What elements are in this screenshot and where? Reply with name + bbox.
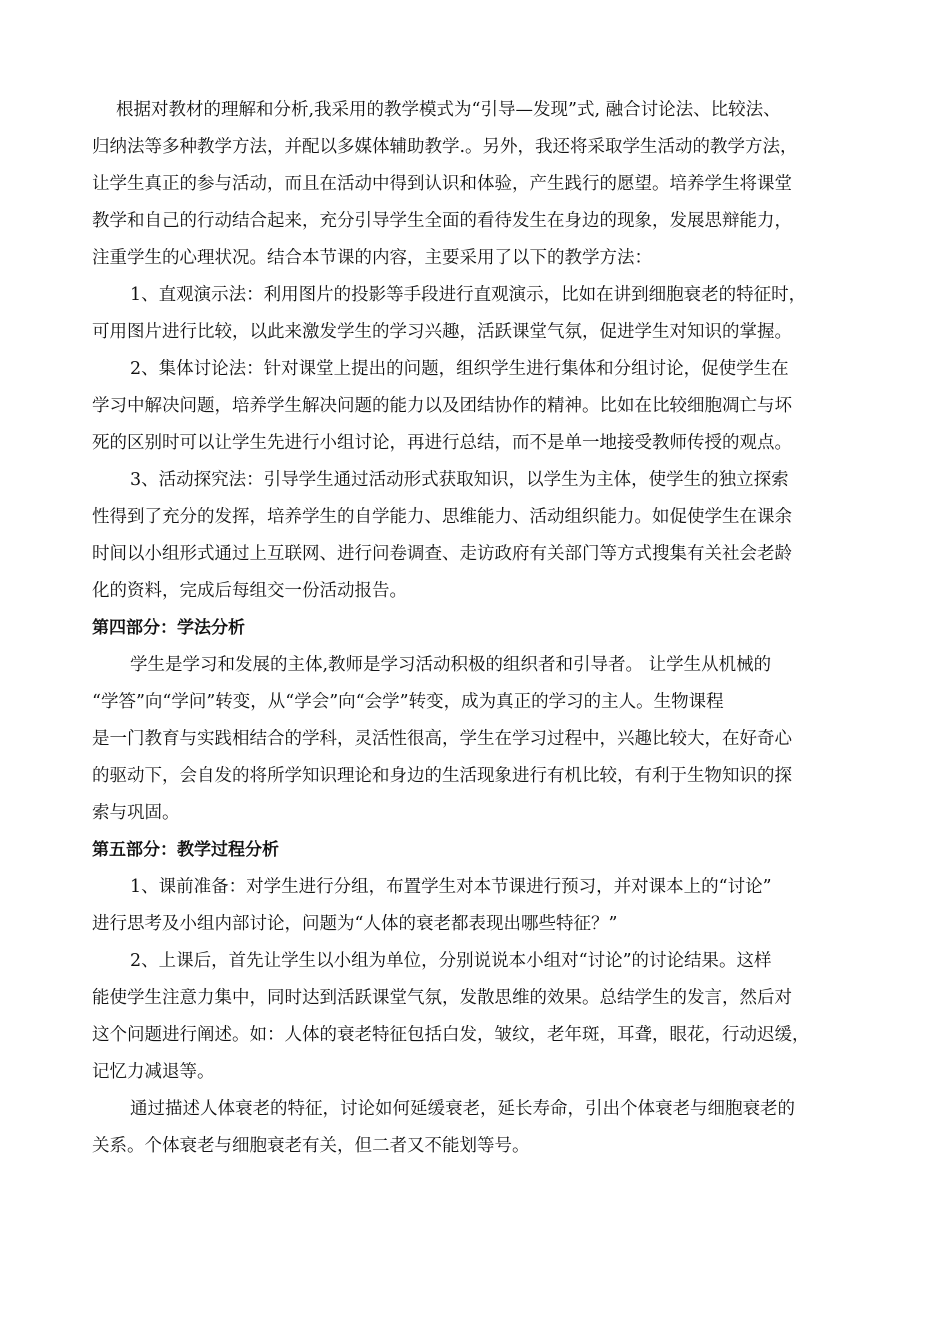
paragraph-line: 可用图片进行比较，以此来激发学生的学习兴趣，活跃课堂气氛，促进学生对知识的掌握。 [92,322,792,342]
paragraph-line: 是一门教育与实践相结合的学科，灵活性很高，学生在学习过程中，兴趣比较大，在好奇心 [92,729,792,749]
paragraph-line: 时间以小组形式通过上互联网、进行问卷调查、走访政府有关部门等方式搜集有关社会老龄 [92,544,792,564]
paragraph-line: 记忆力减退等。 [92,1062,215,1082]
paragraph-line: 归纳法等多种教学方法，并配以多媒体辅助教学.。另外，我还将采取学生活动的教学方法， [92,137,798,157]
paragraph-line: 3、活动探究法：引导学生通过活动形式获取知识，以学生为主体，使学生的独立探索 [130,470,789,490]
paragraph-line: 死的区别时可以让学生先进行小组讨论，再进行总结，而不是单一地接受教师传授的观点。 [92,433,792,453]
paragraph-line: 能使学生注意力集中，同时达到活跃课堂气氛，发散思维的效果。总结学生的发言，然后对 [92,988,792,1008]
paragraph-line: 的驱动下，会自发的将所学知识理论和身边的生活现象进行有机比较，有利于生物知识的探 [92,766,792,786]
paragraph-line: “学答”向“学问”转变，从“学会”向“会学”转变，成为真正的学习的主人。生物课程 [92,692,724,712]
paragraph-line: 学生是学习和发展的主体,教师是学习活动积极的组织者和引导者。 让学生从机械的 [130,655,772,675]
paragraph-line: 让学生真正的参与活动，而且在活动中得到认识和体验，产生践行的愿望。培养学生将课堂 [92,174,792,194]
section-heading: 第五部分：教学过程分析 [92,840,279,860]
paragraph-line: 这个问题进行阐述。如：人体的衰老特征包括白发，皱纹，老年斑，耳聋，眼花，行动迟缓， [92,1025,810,1045]
paragraph-line: 学习中解决问题，培养学生解决问题的能力以及团结协作的精神。比如在比较细胞凋亡与坏 [92,396,792,416]
paragraph-line: 关系。个体衰老与细胞衰老有关，但二者又不能划等号。 [92,1136,530,1156]
paragraph-line: 1、课前准备：对学生进行分组，布置学生对本节课进行预习，并对课本上的“讨论” [130,877,772,897]
paragraph-line: 性得到了充分的发挥，培养学生的自学能力、思维能力、活动组织能力。如促使学生在课余 [92,507,792,527]
paragraph-line: 1、直观演示法：利用图片的投影等手段进行直观演示，比如在讲到细胞衰老的特征时， [130,285,807,305]
paragraph-line: 进行思考及小组内部讨论，问题为“人体的衰老都表现出哪些特征？” [92,914,618,934]
paragraph-line: 教学和自己的行动结合起来，充分引导学生全面的看待发生在身边的现象，发展思辩能力， [92,211,792,231]
paragraph-line: 索与巩固。 [92,803,180,823]
document-body [92,92,864,1165]
paragraph-line: 注重学生的心理状况。结合本节课的内容，主要采用了以下的教学方法： [92,248,652,268]
section-heading: 第四部分：学法分析 [92,618,245,638]
paragraph-line: 2、上课后，首先让学生以小组为单位，分别说说本小组对“讨论”的讨论结果。这样 [130,951,772,971]
paragraph-line: 根据对教材的理解和分析,我采用的教学模式为“引导—发现”式, 融合讨论法、比较法、 [116,100,781,120]
paragraph-line: 通过描述人体衰老的特征，讨论如何延缓衰老，延长寿命，引出个体衰老与细胞衰老的 [130,1099,795,1119]
paragraph-line: 化的资料，完成后每组交一份活动报告。 [92,581,407,601]
paragraph-line: 2、集体讨论法：针对课堂上提出的问题，组织学生进行集体和分组讨论，促使学生在 [130,359,789,379]
